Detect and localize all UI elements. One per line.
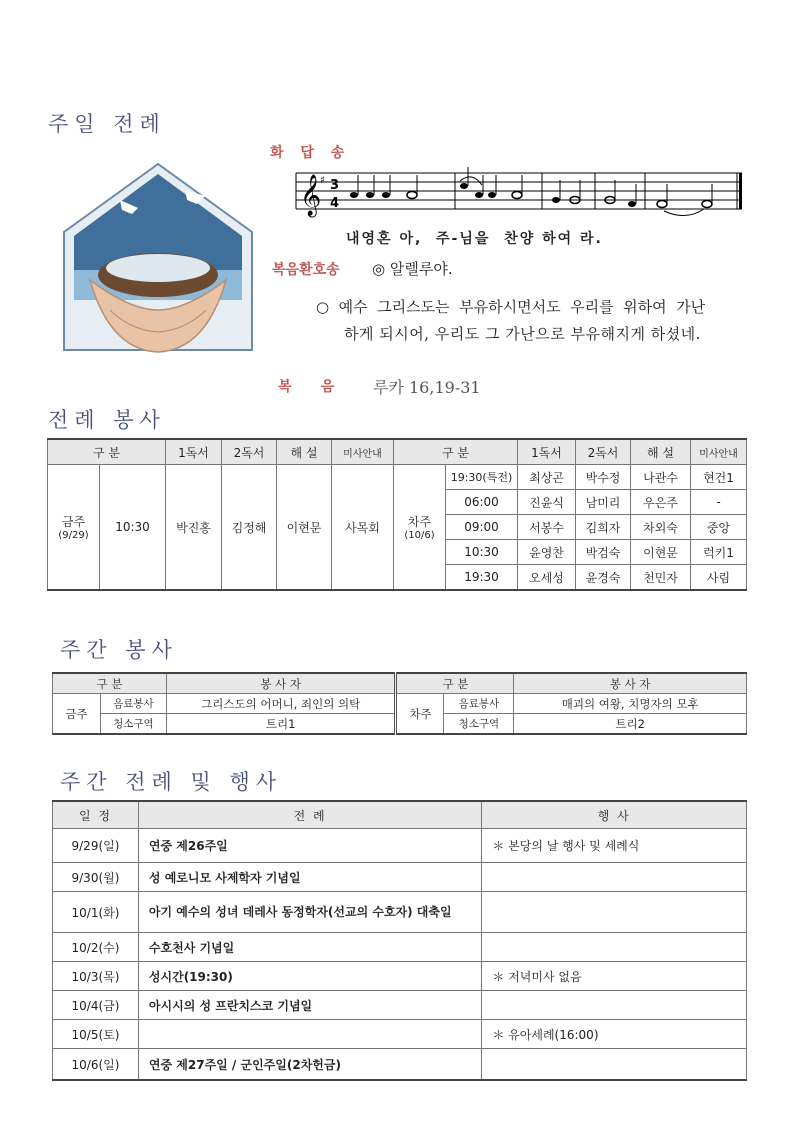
table-row xyxy=(53,892,747,933)
next-row-reader2: 박검숙 xyxy=(576,540,631,565)
header-commentary-next: 해 설 xyxy=(631,439,691,465)
ws-header-servers-next: 봉 사 자 xyxy=(514,673,747,694)
table-row xyxy=(53,962,747,991)
svg-text:4: 4 xyxy=(330,196,340,211)
next-row-reader1: 윤영찬 xyxy=(518,540,576,565)
gospel-acclamation-label: 복음환호송 xyxy=(272,262,340,278)
ev-liturgy: 성시간(19:30) xyxy=(138,962,481,991)
weekly-events-title: 주간 전례 및 행사 xyxy=(60,770,283,794)
table-row xyxy=(53,863,747,892)
ev-liturgy: 수호천사 기념일 xyxy=(138,933,481,962)
next-row-reader2: 남미리 xyxy=(576,490,631,515)
ev-event xyxy=(482,1049,747,1081)
table-row xyxy=(53,991,747,1020)
ev-liturgy: 연중 제26주일 xyxy=(138,829,481,863)
svg-text:♯: ♯ xyxy=(320,175,325,186)
music-staff xyxy=(292,163,747,225)
next-row-reader2: 김희자 xyxy=(576,515,631,540)
next-week-cell xyxy=(394,465,446,591)
header-mass-guide-next: 미사안내 xyxy=(691,439,747,465)
header-reading1: 1독서 xyxy=(166,439,222,465)
ev-date: 9/29(일) xyxy=(53,829,139,863)
events-table xyxy=(52,800,747,1081)
ev-header-event: 행 사 xyxy=(482,801,747,829)
ws-type-drink-next: 음료봉사 xyxy=(444,694,514,714)
ev-event xyxy=(482,863,747,892)
gospel-reference: 루카 16,19-31 xyxy=(373,378,481,397)
next-row-guide: 현건1 xyxy=(691,465,747,490)
ev-date: 10/6(일) xyxy=(53,1049,139,1081)
ev-liturgy: 연중 제27주일 / 군인주일(2차헌금) xyxy=(138,1049,481,1081)
this-week-date: (9/29) xyxy=(58,530,89,541)
ev-liturgy: 아시시의 성 프란치스코 기념일 xyxy=(138,991,481,1020)
next-row-time: 19:30(특전) xyxy=(446,465,518,490)
gospel-label: 복 음 xyxy=(278,379,335,395)
next-row-guide: 사림 xyxy=(691,565,747,591)
service-title: 전례 봉사 xyxy=(48,408,166,432)
ws-this-drink: 그리스도의 어머니, 죄인의 의탁 xyxy=(166,694,396,714)
this-week-cell xyxy=(48,465,100,591)
next-row-commentator: 이현문 xyxy=(631,540,691,565)
ev-event xyxy=(482,892,747,933)
weekly-service-table xyxy=(52,672,747,735)
ev-date: 10/5(토) xyxy=(53,1020,139,1049)
ws-type-drink: 음료봉사 xyxy=(100,694,166,714)
verse-line-1: ○ 예수 그리스도는 부유하시면서도 우리를 위하여 가난 xyxy=(316,298,706,316)
ev-event: ＊ 저녁미사 없음 xyxy=(482,962,747,991)
ws-this-cleaning: 트리1 xyxy=(166,714,396,735)
service-table xyxy=(47,438,747,591)
ev-event: ＊ 유아세례(16:00) xyxy=(482,1020,747,1049)
ev-date: 9/30(월) xyxy=(53,863,139,892)
ev-liturgy: 성 예로니모 사제학자 기념일 xyxy=(138,863,481,892)
next-row-reader1: 서봉수 xyxy=(518,515,576,540)
table-row xyxy=(53,1020,747,1049)
ws-next-cleaning: 트리2 xyxy=(514,714,747,735)
ws-header-category: 구 분 xyxy=(53,673,167,694)
verse-line-2: 하게 되시어, 우리도 그 가난으로 부유해지게 하셨네. xyxy=(344,325,701,343)
next-row-guide: 중앙 xyxy=(691,515,747,540)
next-row-time: 19:30 xyxy=(446,565,518,591)
ws-type-cleaning: 청소구역 xyxy=(100,714,166,735)
table-row xyxy=(53,1049,747,1081)
next-row-reader2: 윤경숙 xyxy=(576,565,631,591)
ev-header-liturgy: 전 례 xyxy=(138,801,481,829)
next-row-guide: 럭키1 xyxy=(691,540,747,565)
next-row-reader1: 오세성 xyxy=(518,565,576,591)
ws-next-week-label: 차주 xyxy=(396,694,444,735)
svg-text:3: 3 xyxy=(330,178,340,193)
next-row-time: 10:30 xyxy=(446,540,518,565)
next-row-commentator: 천민자 xyxy=(631,565,691,591)
ev-date: 10/1(화) xyxy=(53,892,139,933)
this-week-commentator: 이현문 xyxy=(277,465,332,591)
this-week-reader2: 김정해 xyxy=(222,465,277,591)
header-mass-guide: 미사안내 xyxy=(332,439,394,465)
header-reading2-next: 2독서 xyxy=(576,439,631,465)
ev-event xyxy=(482,933,747,962)
ev-liturgy xyxy=(138,1020,481,1049)
ws-header-servers: 봉 사 자 xyxy=(166,673,396,694)
this-week-guide: 사목회 xyxy=(332,465,394,591)
next-row-guide: - xyxy=(691,490,747,515)
header-reading2: 2독서 xyxy=(222,439,277,465)
ev-liturgy: 아기 예수의 성녀 데레사 동정학자(선교의 수호자) 대축일 xyxy=(138,892,481,933)
next-week-label: 차주 xyxy=(407,515,432,529)
responsorial-label: 화 답 송 xyxy=(270,145,351,161)
next-row-reader2: 박수정 xyxy=(576,465,631,490)
ws-header-category-next: 구 분 xyxy=(396,673,514,694)
next-row-commentator: 차외숙 xyxy=(631,515,691,540)
ev-date: 10/3(목) xyxy=(53,962,139,991)
table-row xyxy=(53,933,747,962)
ws-next-drink: 매괴의 여왕, 치명자의 모후 xyxy=(514,694,747,714)
next-row-reader1: 진윤식 xyxy=(518,490,576,515)
ws-type-cleaning-next: 청소구역 xyxy=(444,714,514,735)
header-reading1-next: 1독서 xyxy=(518,439,576,465)
ev-event: ＊ 본당의 날 행사 및 세례식 xyxy=(482,829,747,863)
next-row-time: 09:00 xyxy=(446,515,518,540)
header-category: 구 분 xyxy=(48,439,166,465)
ev-date: 10/2(수) xyxy=(53,933,139,962)
next-row-commentator: 우은주 xyxy=(631,490,691,515)
header-category-next: 구 분 xyxy=(394,439,518,465)
next-week-date: (10/6) xyxy=(404,530,435,541)
svg-text:𝄞: 𝄞 xyxy=(300,175,322,216)
table-row xyxy=(53,829,747,863)
ev-event xyxy=(482,991,747,1020)
weekly-service-title: 주간 봉사 xyxy=(60,638,178,662)
next-row-reader1: 최상곤 xyxy=(518,465,576,490)
this-week-reader1: 박진홍 xyxy=(166,465,222,591)
responsorial-lyrics: 내영혼 아, 주-님을 찬양 하여 라. xyxy=(346,231,603,247)
ev-date: 10/4(금) xyxy=(53,991,139,1020)
header-commentary: 해 설 xyxy=(277,439,332,465)
ev-header-date: 일 정 xyxy=(53,801,139,829)
gospel-acclamation-text: ◎ 알렐루야. xyxy=(372,260,453,278)
next-row-time: 06:00 xyxy=(446,490,518,515)
liturgy-title: 주일 전례 xyxy=(48,112,166,136)
next-row-commentator: 나관수 xyxy=(631,465,691,490)
hands-bowl-illustration xyxy=(60,160,256,360)
ws-this-week-label: 금주 xyxy=(53,694,101,735)
this-week-time: 10:30 xyxy=(100,465,166,591)
this-week-label: 금주 xyxy=(61,515,86,529)
